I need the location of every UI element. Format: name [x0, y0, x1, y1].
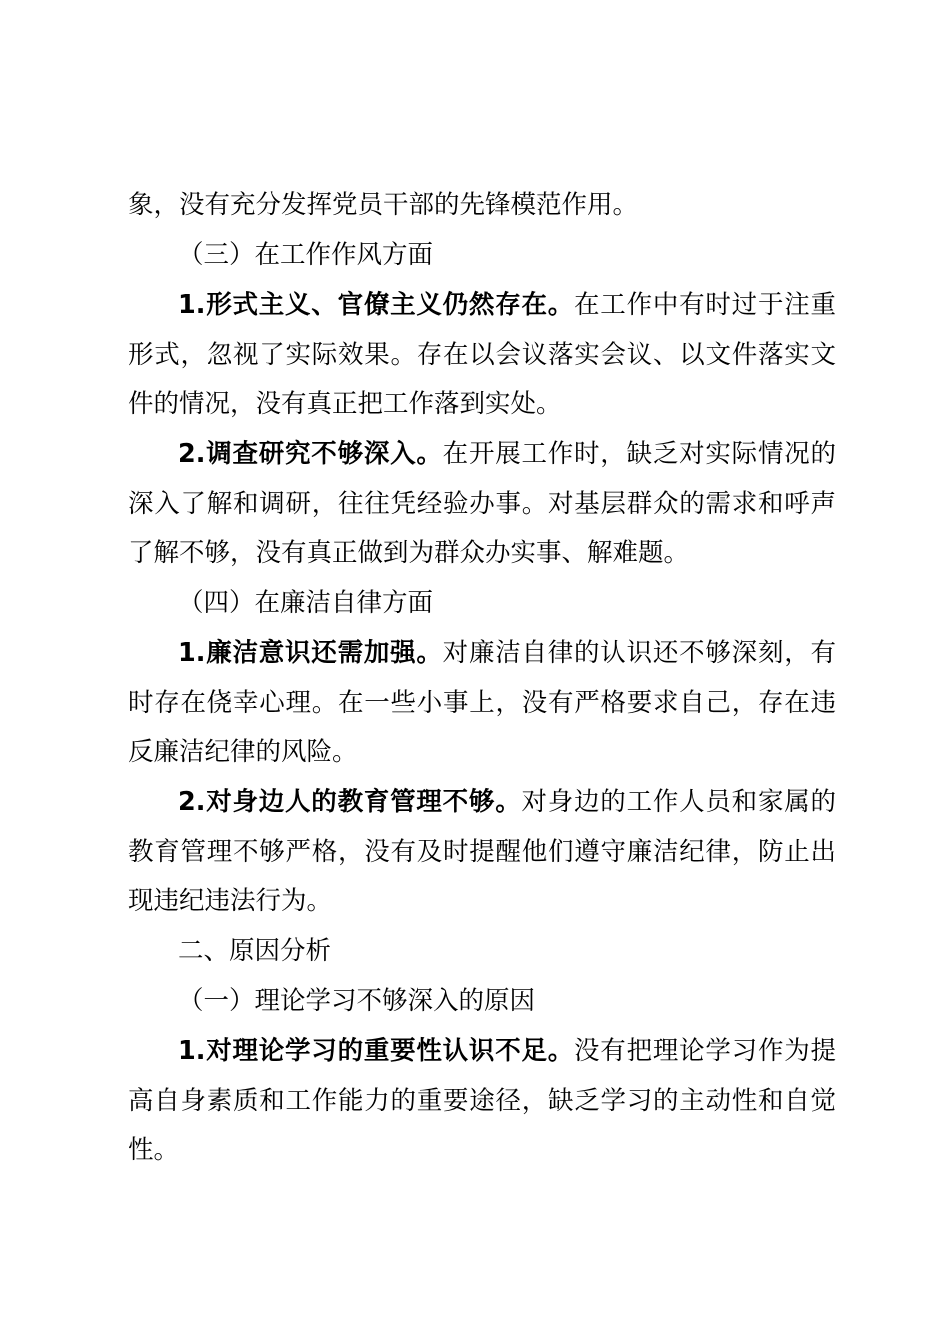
paragraph-line: [178, 434, 836, 474]
paragraph-line: 件的情况，没有真正把工作落到实处。: [128, 389, 562, 419]
paragraph-line: 象，没有充分发挥党员干部的先锋模范作用。: [128, 190, 639, 220]
paragraph-line: 性。: [128, 1135, 180, 1165]
paragraph-line: [178, 633, 836, 673]
section-heading: 二、原因分析: [178, 936, 332, 966]
paragraph-line: 形式，忽视了实际效果。存在以会议落实会议、以文件落实文: [128, 340, 836, 370]
paragraph-line: 了解不够，没有真正做到为群众办实事、解难题。: [128, 538, 690, 568]
paragraph-line: [178, 782, 836, 822]
point-text: 对廉洁自律的认识还不够深刻，有: [442, 638, 836, 668]
paragraph-line: 高自身素质和工作能力的重要途径，缺乏学习的主动性和自觉: [128, 1086, 836, 1116]
paragraph-line: 深入了解和调研，往往凭经验办事。对基层群众的需求和呼声: [128, 489, 836, 519]
paragraph-line: [178, 1031, 836, 1071]
point-text: 在工作中有时过于注重: [574, 290, 836, 320]
point-text: 对身边的工作人员和家属的: [521, 787, 836, 817]
point-text: 没有把理论学习作为提: [574, 1036, 836, 1066]
section-heading: （三）在工作作风方面: [178, 240, 434, 270]
point-heading: 1.形式主义、官僚主义仍然存在。: [178, 290, 575, 320]
paragraph-line: [178, 285, 836, 325]
point-heading: 2.对身边人的教育管理不够。: [178, 787, 522, 817]
point-text: 在开展工作时，缺乏对实际情况的: [442, 439, 836, 469]
point-heading: 1.对理论学习的重要性认识不足。: [178, 1036, 575, 1066]
paragraph-line: 现违纪违法行为。: [128, 886, 333, 916]
point-heading: 2.调查研究不够深入。: [178, 439, 443, 469]
point-heading: 1.廉洁意识还需加强。: [178, 638, 443, 668]
paragraph-line: 教育管理不够严格，没有及时提醒他们遵守廉洁纪律，防止出: [128, 837, 836, 867]
paragraph-line: 反廉洁纪律的风险。: [128, 737, 358, 767]
section-heading: （一）理论学习不够深入的原因: [178, 986, 536, 1016]
paragraph-line: 时存在侥幸心理。在一些小事上，没有严格要求自己，存在违: [128, 688, 836, 718]
section-heading: （四）在廉洁自律方面: [178, 588, 434, 618]
